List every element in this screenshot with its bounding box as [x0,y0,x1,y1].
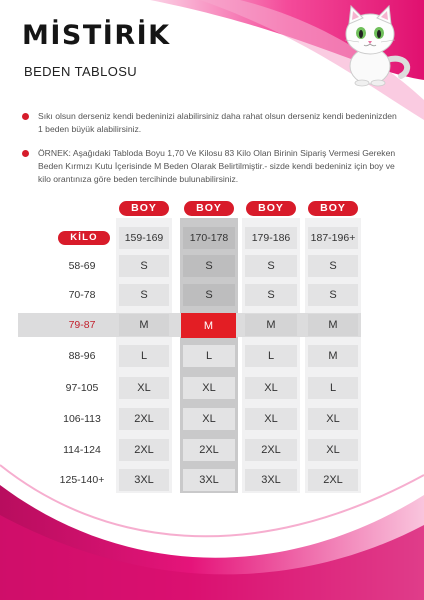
size-cell: 3XL [183,469,235,491]
size-cell: S [183,255,235,277]
size-cell: 2XL [119,408,169,430]
weight-label: 114-124 [63,444,101,456]
cat-mascot-icon [325,2,415,88]
info-note [22,110,402,136]
size-cell: L [308,377,358,399]
size-cell: 2XL [183,439,235,461]
height-header: 170-178 [183,227,235,249]
size-cell: XL [308,439,358,461]
weight-label: 125-140+ [59,474,105,486]
example-note [22,147,402,186]
size-cell: S [119,284,169,306]
weight-label: 70-78 [68,289,96,301]
height-header: 159-169 [119,227,169,249]
size-cell: 3XL [119,469,169,491]
weight-label: 97-105 [65,382,99,394]
size-cell: 2XL [308,469,358,491]
weight-label-highlighted: 79-87 [68,319,96,331]
size-cell: M [308,314,358,336]
page-title: BEDEN TABLOSU [24,64,138,79]
size-cell: L [183,345,235,367]
height-header: 179-186 [245,227,297,249]
size-cell: XL [245,408,297,430]
info-note-text: Sıkı olsun derseniz kendi bedeninizi alabilirsiniz daha rahat olsun derseniz kendi bedeninizden 1 beden büyük alabilirsiniz. [38,111,397,134]
size-cell: 2XL [119,439,169,461]
weight-label: 58-69 [68,260,96,272]
size-cell: S [308,284,358,306]
size-cell: S [245,255,297,277]
size-cell: S [308,255,358,277]
example-note-text: ÖRNEK: Aşağıdaki Tabloda Boyu 1,70 Ve Kilosu 83 Kilo Olan Birinin Sipariş Vermesi Gereken Beden Kırmızı Kutu İçerisinde M Beden Olarak Belirtilmiştir.- sizde kendi bedeniniz için boy ve kilo orantınıza göre beden tercihinde bulunabilirsiniz. [38,148,396,184]
bullet-icon [22,113,29,120]
weight-label: 88-96 [68,350,96,362]
weight-label: 106-113 [63,413,101,425]
boy-tag: BOY [119,201,169,216]
size-cell-highlighted: M [181,313,236,338]
size-cell: M [308,345,358,367]
size-cell: S [119,255,169,277]
size-cell: L [119,345,169,367]
brand-logo: MİSTİRİK [22,20,171,51]
size-cell: S [183,284,235,306]
size-cell: XL [183,408,235,430]
size-cell: M [245,314,297,336]
bullet-icon [22,150,29,157]
boy-tag: BOY [246,201,296,216]
boy-tag: BOY [308,201,358,216]
size-cell: S [245,284,297,306]
size-cell: L [245,345,297,367]
boy-tag: BOY [184,201,234,216]
size-cell: XL [245,377,297,399]
height-header: 187-196+ [308,227,358,249]
size-cell: XL [183,377,235,399]
size-cell: 2XL [245,439,297,461]
size-cell: 3XL [245,469,297,491]
kilo-tag: KİLO [58,231,110,245]
size-cell: XL [119,377,169,399]
size-cell: M [119,314,169,336]
size-cell: XL [308,408,358,430]
